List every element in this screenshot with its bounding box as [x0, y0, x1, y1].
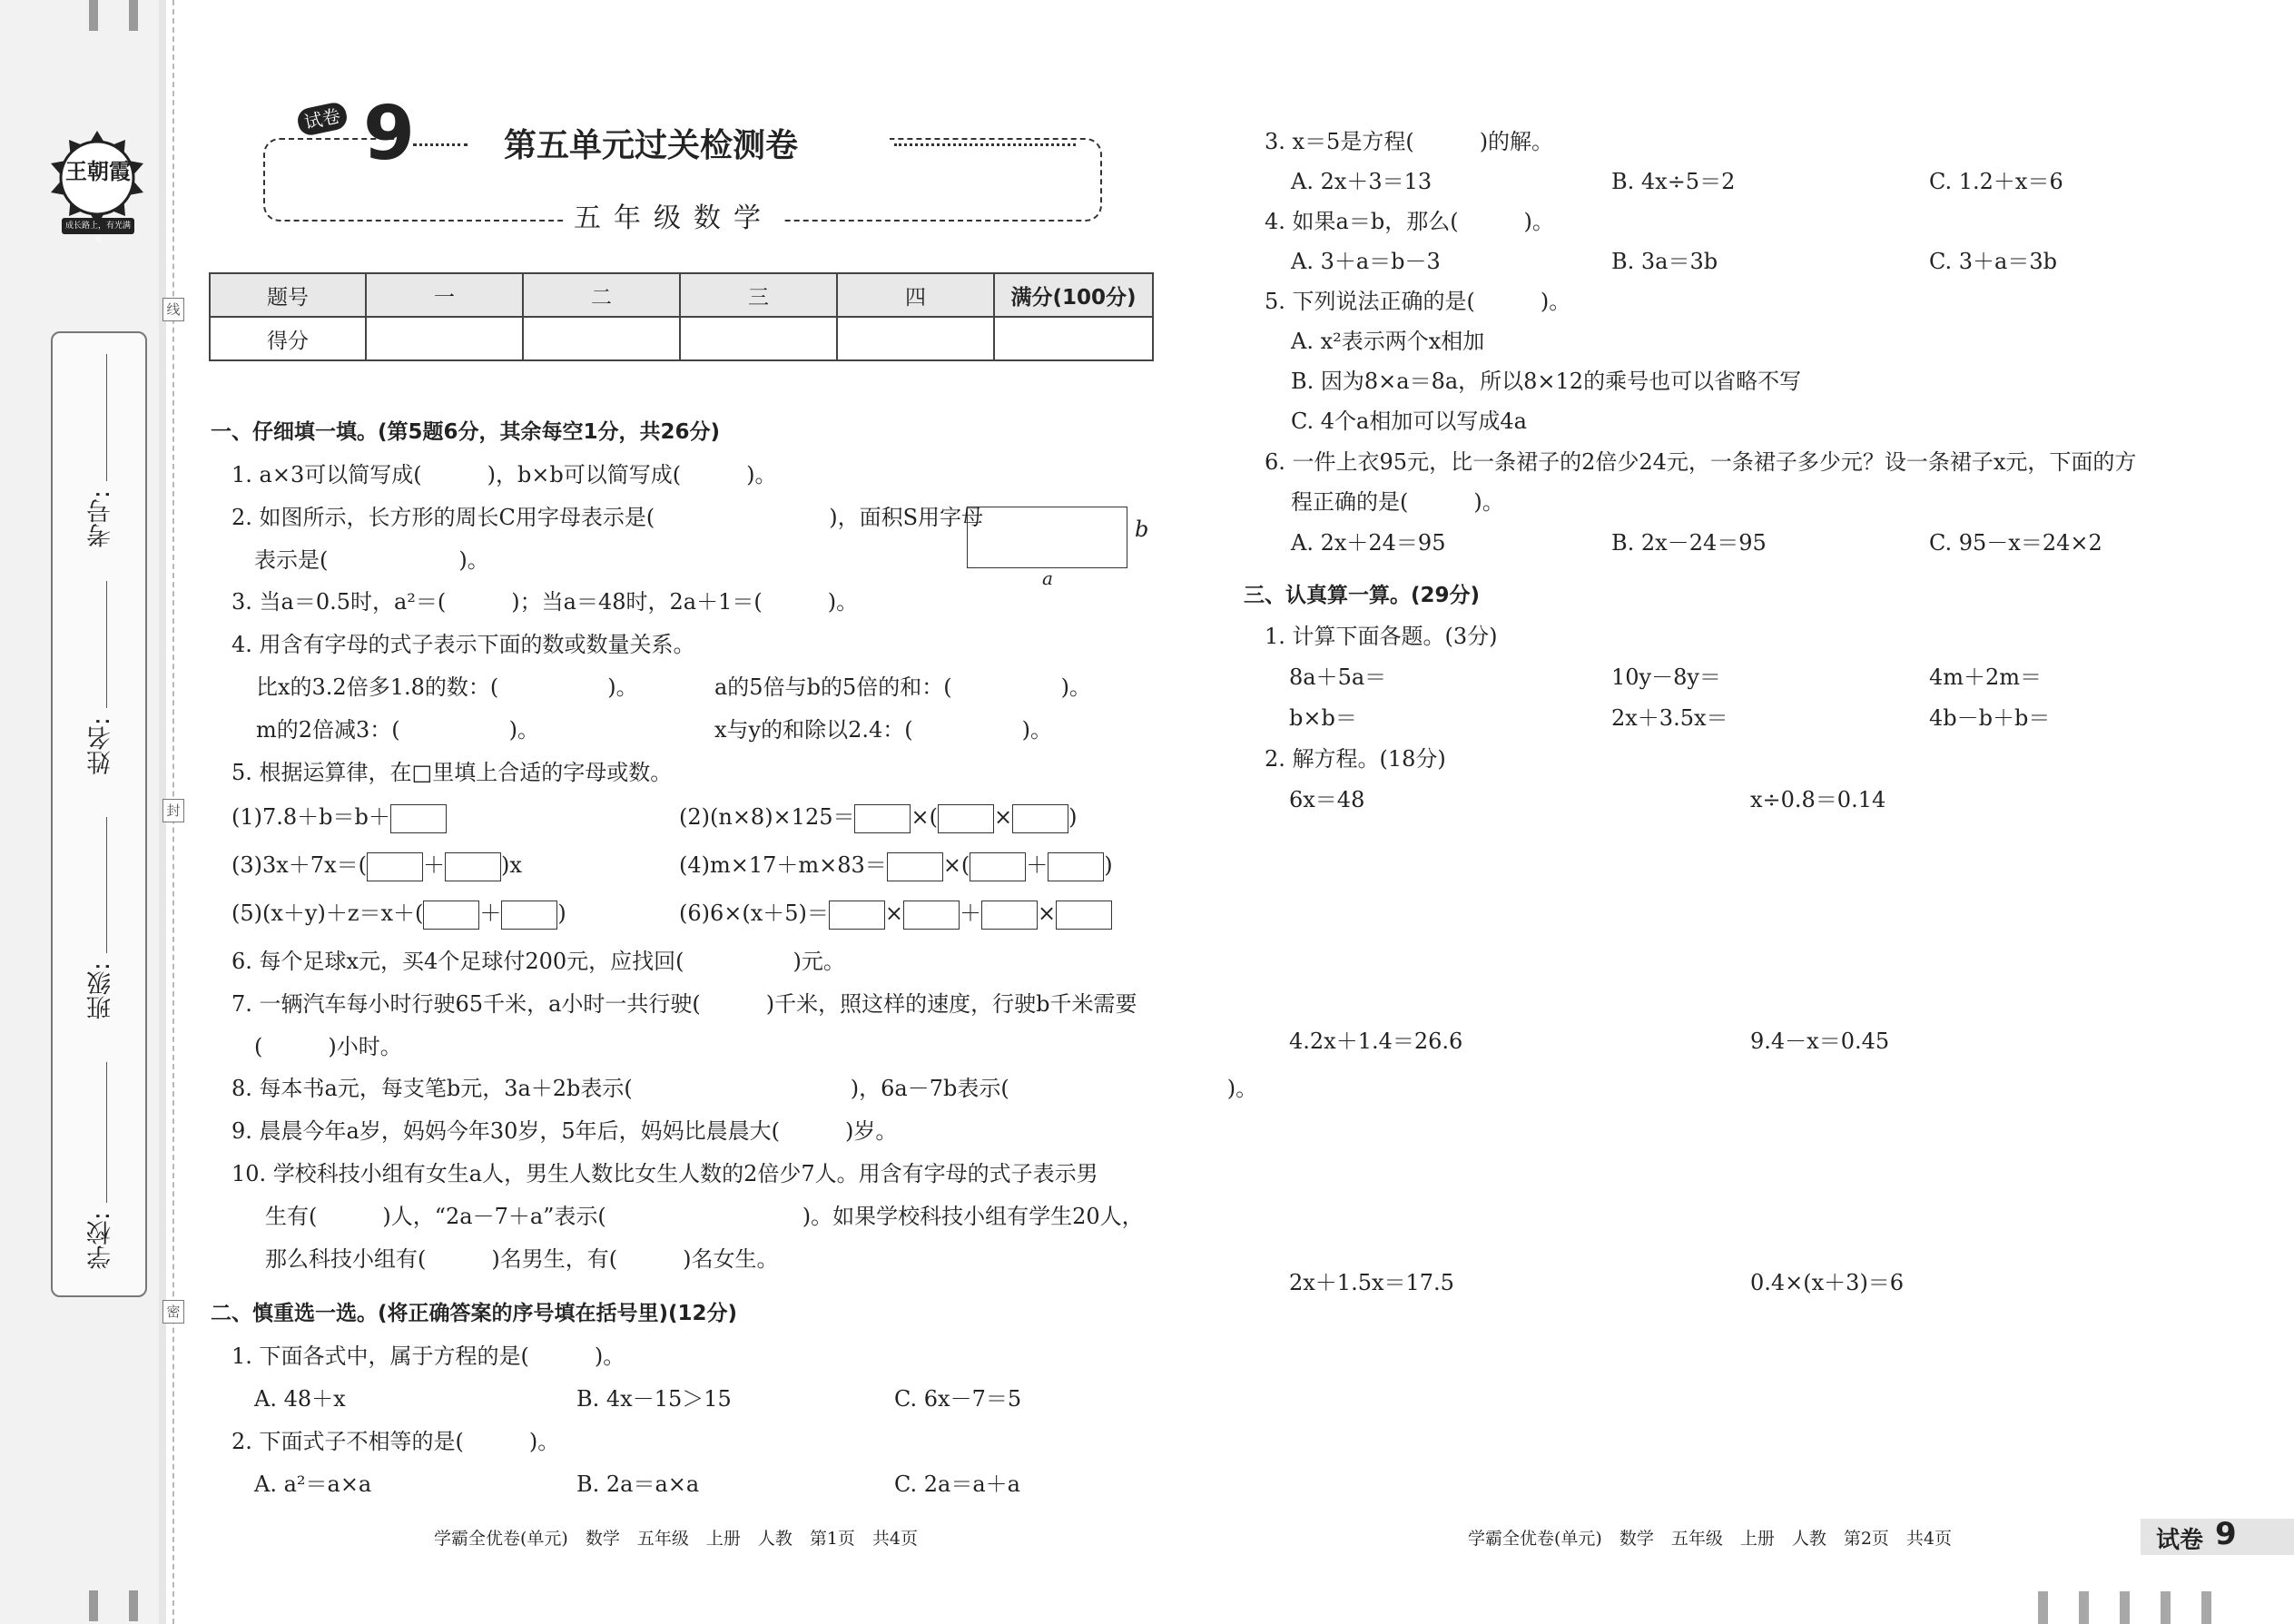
cut-mark-xian: 线 [162, 298, 184, 321]
answer-box[interactable] [938, 804, 994, 833]
answer-box[interactable] [903, 901, 960, 930]
logo-brand-text: 王朝霞 [65, 158, 131, 184]
s1-q4-d: x与y的和除以2.4：( )。 [714, 717, 1052, 743]
s2-q2: 2. 下面式子不相等的是( )。 [231, 1429, 560, 1454]
s2-q6-line1: 6. 一件上衣95元，比一条裙子的2倍少24元，一条裙子多少元？设一条裙子x元，下面的方 [1265, 449, 2137, 475]
s2-q3-opt-a[interactable]: A. 2x＋3＝13 [1291, 169, 1433, 194]
answer-box[interactable] [829, 901, 885, 930]
cut-mark-mi: 密 [162, 1300, 184, 1324]
s2-q6-opt-a[interactable]: A. 2x＋24＝95 [1291, 530, 1446, 556]
s1-q5-1-text: (1)7.8＋b＝b＋ [231, 804, 390, 830]
s1-q5-3-end: )x [500, 852, 522, 878]
score-header-cell: 满分(100分) [994, 273, 1153, 317]
score-cell[interactable] [680, 317, 837, 360]
s1-q5-4: (4)m×17＋m×83＝ ×( ＋ ) [679, 851, 1113, 881]
cut-mark-feng: 封 [162, 799, 184, 822]
s1-q5-6: (6)6×(x＋5)＝ × ＋ × [679, 900, 1112, 930]
score-cell[interactable] [994, 317, 1153, 360]
s2-q5-opt-a[interactable]: A. x²表示两个x相加 [1291, 329, 1485, 354]
field-exam-number-label: 考号: [87, 490, 115, 548]
footer-left: 学霸全优卷(单元) 数学 五年级 上册 人教 第1页 共4页 [434, 1529, 919, 1549]
bottom-tick [2120, 1591, 2130, 1624]
answer-box[interactable] [390, 804, 447, 833]
s3-p1-item: 2x＋3.5x＝ [1611, 705, 1728, 731]
answer-box[interactable] [445, 852, 501, 881]
answer-box[interactable] [501, 901, 557, 930]
logo-tagline: 成长路上，有光满天 [64, 221, 131, 245]
answer-box[interactable] [367, 852, 423, 881]
page-subtitle: 五年级数学 [565, 195, 783, 235]
bottom-tick [2038, 1591, 2048, 1624]
bottom-tick [2161, 1591, 2171, 1624]
s1-q5-4-text: (4)m×17＋m×83＝ [679, 852, 887, 878]
section1-heading: 一、仔细填一填。(第5题6分，其余每空1分，共26分) [211, 420, 721, 444]
s2-q6-opt-c[interactable]: C. 95－x＝24×2 [1929, 530, 2102, 556]
paper-number: 9 [363, 91, 416, 177]
field-school-label: 学校: [87, 1212, 115, 1270]
s3-p1-item: 10y－8y＝ [1611, 664, 1721, 690]
s1-q10-line1: 10. 学校科技小组有女生a人，男生人数比女生人数的2倍少7人。用含有字母的式子表示男 [231, 1161, 1098, 1186]
s3-p1-item: b×b＝ [1289, 705, 1357, 731]
s1-q5-5: (5)(x＋y)＋z＝x＋( ＋ ) [231, 900, 566, 930]
score-row-label: 得分 [210, 317, 366, 360]
s1-q4-c: m的2倍减3：( )。 [256, 717, 540, 743]
title-dotline-left [413, 143, 468, 146]
field-class-label: 班级: [87, 962, 115, 1020]
s2-q1: 1. 下面各式中，属于方程的是( )。 [231, 1343, 625, 1369]
s1-q7-line2: ( )小时。 [254, 1034, 402, 1059]
s2-q5-opt-b[interactable]: B. 因为8×a＝8a，所以8×12的乘号也可以省略不写 [1291, 369, 1802, 394]
s1-q5-3: (3)3x＋7x＝( ＋ )x [231, 851, 522, 881]
s1-q9: 9. 晨晨今年a岁，妈妈今年30岁，5年后，妈妈比晨晨大( )岁。 [231, 1118, 898, 1144]
s3-p1-item: 4b－b＋b＝ [1929, 705, 2051, 731]
bottom-tick [89, 1590, 98, 1621]
field-exam-number-line[interactable] [106, 354, 107, 481]
s1-q8: 8. 每本书a元，每支笔b元，3a＋2b表示( )，6a－7b表示( )。 [231, 1076, 1258, 1101]
answer-box[interactable] [1048, 852, 1104, 881]
s2-q1-opt-a[interactable]: A. 48＋x [254, 1386, 346, 1412]
s1-q4-b: a的5倍与b的5倍的和：( )。 [714, 674, 1091, 700]
page-badge-label: 试卷 [2156, 1527, 2204, 1554]
page-title: 第五单元过关检测卷 [504, 127, 799, 164]
s3-p2-item: 4.2x＋1.4＝26.6 [1289, 1029, 1463, 1054]
s1-q4-a: 比x的3.2倍多1.8的数：( )。 [256, 674, 638, 700]
s3-p2-item: 0.4×(x＋3)＝6 [1750, 1270, 1905, 1295]
section3-heading: 三、认真算一算。(29分) [1244, 584, 1481, 607]
s2-q4-opt-c[interactable]: C. 3＋a＝3b [1929, 249, 2057, 274]
s2-q4-opt-b[interactable]: B. 3a＝3b [1611, 249, 1718, 274]
s3-p1-item: 4m＋2m＝ [1929, 664, 2043, 690]
s1-q5-5-text: (5)(x＋y)＋z＝x＋( [231, 901, 424, 926]
s2-q6-opt-b[interactable]: B. 2x－24＝95 [1611, 530, 1767, 556]
paper-badge: 试卷 [295, 101, 349, 138]
s2-q2-opt-a[interactable]: A. a²＝a×a [254, 1471, 372, 1497]
score-cell[interactable] [523, 317, 680, 360]
s2-q3-opt-c[interactable]: C. 1.2＋x＝6 [1929, 169, 2063, 194]
s2-q2-opt-c[interactable]: C. 2a＝a＋a [894, 1471, 1020, 1497]
rect-label-b: b [1135, 517, 1149, 542]
s1-q1: 1. a×3可以简写成( )，b×b可以简写成( )。 [231, 462, 777, 487]
s3-p1: 1. 计算下面各题。(3分) [1265, 624, 1498, 649]
score-header-cell: 三 [680, 273, 837, 317]
s1-q5-3-text: (3)3x＋7x＝( [231, 852, 367, 878]
field-name-line[interactable] [106, 581, 107, 708]
s1-q2-line2: 表示是( )。 [254, 547, 489, 573]
s2-q1-opt-b[interactable]: B. 4x－15＞15 [576, 1386, 732, 1412]
s1-q10-line3: 那么科技小组有( )名男生，有( )名女生。 [265, 1246, 779, 1272]
answer-box[interactable] [887, 852, 943, 881]
answer-box[interactable] [854, 804, 911, 833]
s3-p2-item: x÷0.8＝0.14 [1750, 787, 1886, 812]
s1-q5-1 [231, 803, 447, 833]
s1-q5-2-text: (2)(n×8)×125＝ [679, 804, 855, 830]
field-name-label: 姓名: [87, 717, 115, 775]
answer-box[interactable] [423, 901, 479, 930]
field-school-line[interactable] [106, 1062, 107, 1203]
s2-q5-opt-c[interactable]: C. 4个a相加可以写成4a [1291, 408, 1527, 434]
score-header-cell: 题号 [210, 273, 366, 317]
s3-p2-item: 9.4－x＝0.45 [1750, 1029, 1890, 1054]
answer-box[interactable] [1056, 901, 1112, 930]
score-header-cell: 一 [366, 273, 523, 317]
s2-q6-line2: 程正确的是( )。 [1291, 489, 1504, 515]
rect-label-a: a [1042, 567, 1053, 589]
s1-q6: 6. 每个足球x元，买4个足球付200元，应找回( )元。 [231, 949, 845, 974]
s2-q5: 5. 下列说法正确的是( )。 [1265, 289, 1571, 314]
s2-q3-opt-b[interactable]: B. 4x÷5＝2 [1611, 169, 1736, 194]
field-class-line[interactable] [106, 817, 107, 953]
s2-q4: 4. 如果a＝b，那么( )。 [1265, 209, 1554, 234]
s1-q2-line1: 2. 如图所示，长方形的周长C用字母表示是( )，面积S用字母 [231, 505, 984, 530]
answer-box[interactable] [970, 852, 1026, 881]
answer-box[interactable] [981, 901, 1038, 930]
s1-q5: 5. 根据运算律，在□里填上合适的字母或数。 [231, 760, 673, 785]
s1-q5-6-text: (6)6×(x＋5)＝ [679, 901, 829, 926]
s3-p2: 2. 解方程。(18分) [1265, 746, 1446, 772]
score-table [209, 272, 1154, 361]
s2-q3: 3. x＝5是方程( )的解。 [1265, 129, 1554, 154]
page-badge-number: 9 [2215, 1516, 2237, 1552]
s2-q2-opt-b[interactable]: B. 2a＝a×a [576, 1471, 700, 1497]
s1-q7-line1: 7. 一辆汽车每小时行驶65千米，a小时一共行驶( )千米，照这样的速度，行驶b千米需要 [231, 991, 1137, 1017]
bottom-tick [2201, 1591, 2211, 1624]
s2-q4-opt-a[interactable]: A. 3＋a＝b－3 [1291, 249, 1441, 274]
s2-q1-opt-c[interactable]: C. 6x－7＝5 [894, 1386, 1022, 1412]
top-tick [89, 0, 98, 31]
bottom-tick [129, 1590, 138, 1621]
brand-logo [45, 127, 150, 245]
s1-q10-line2: 生有( )人，“2a－7＋a”表示( )。如果学校科技小组有学生20人， [265, 1204, 1144, 1229]
title-dotline-right [894, 143, 1076, 146]
section2-heading: 二、慎重选一选。(将正确答案的序号填在括号里)(12分) [211, 1302, 738, 1325]
s3-p2-item: 2x＋1.5x＝17.5 [1289, 1270, 1454, 1295]
score-cell[interactable] [837, 317, 994, 360]
s1-q5-2: (2)(n×8)×125＝ ×( × ) [679, 803, 1077, 833]
s3-p1-item: 8a＋5a＝ [1289, 664, 1387, 690]
footer-right: 学霸全优卷(单元) 数学 五年级 上册 人教 第2页 共4页 [1468, 1529, 1953, 1549]
score-cell[interactable] [366, 317, 523, 360]
top-tick [129, 0, 138, 31]
s3-p2-item: 6x＝48 [1289, 787, 1365, 812]
score-header-cell: 四 [837, 273, 994, 317]
student-info-box [51, 331, 147, 1297]
s1-q3: 3. 当a＝0.5时，a²＝( )；当a＝48时，2a＋1＝( )。 [231, 589, 859, 615]
answer-box[interactable] [1012, 804, 1068, 833]
rectangle-figure [967, 507, 1127, 568]
s1-q4: 4. 用含有字母的式子表示下面的数或数量关系。 [231, 632, 695, 657]
score-header-cell: 二 [523, 273, 680, 317]
bottom-tick [2079, 1591, 2089, 1624]
